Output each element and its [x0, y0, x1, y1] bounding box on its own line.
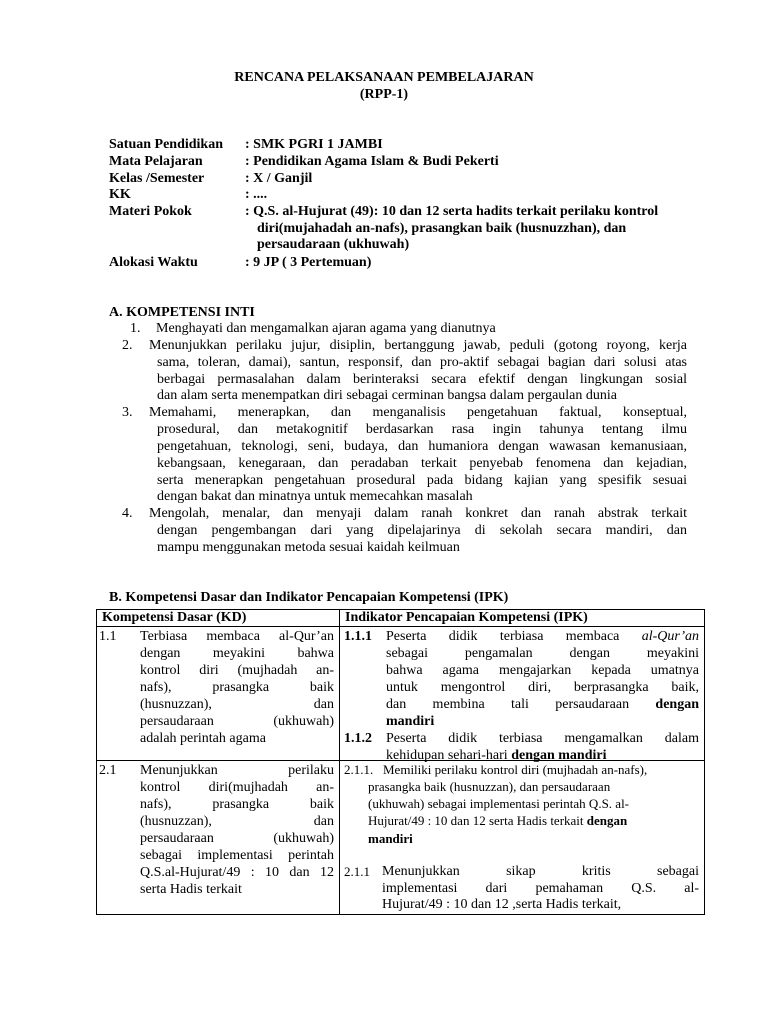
- identity-value-continued: diri(mujahadah an-nafs), prasangkan baik (husnuzzhan), dan: [257, 221, 627, 236]
- ki-line: dengan bakat dan minatnya untuk memecahkan masalah: [157, 489, 473, 504]
- ipk-text-italic: al-Qur’an: [641, 629, 699, 644]
- column-header-ipk: Indikator Pencapaian Kompetensi (IPK): [340, 610, 705, 627]
- ki-number: 2.: [122, 338, 133, 353]
- ki-line: serta menerapkan pengetahuan prosedural pada bidang kajian yang spesifik sesuai: [157, 473, 687, 488]
- identity-label: Materi Pokok: [109, 204, 192, 219]
- kd-number: 2.1: [99, 763, 117, 778]
- ipk-text: dan membina tali persaudaraan: [386, 697, 656, 712]
- table-row: [97, 627, 705, 761]
- ipk-line: untuk mengontrol diri, berprasangka baik,: [386, 680, 699, 695]
- identity-value: : 9 JP ( 3 Pertemuan): [245, 255, 372, 270]
- identity-value: : ....: [245, 187, 268, 202]
- ki-line: kebangsaan, kenegaraan, dan peradaban terkait penyebab fenomena dan kejadian,: [157, 456, 687, 471]
- ipk-line: [386, 629, 699, 645]
- ki-line: Memahami, menerapkan, dan menganalisis pengetahuan faktual, konseptual,: [149, 405, 687, 420]
- kd-line: Menunjukkan perilaku: [140, 763, 334, 778]
- ki-line: Menghayati dan mengamalkan ajaran agama yang dianutnya: [156, 321, 496, 336]
- kd-line: adalah perintah agama: [140, 731, 266, 746]
- kd-line: serta Hadis terkait: [140, 882, 242, 897]
- ipk-number: 1.1.1: [344, 629, 372, 644]
- ipk-number: 2.1.1: [344, 864, 370, 879]
- kd-line: nafs), prasangka baik: [140, 680, 334, 695]
- ipk-line: [368, 813, 627, 829]
- kd-number: 1.1: [99, 629, 117, 644]
- ki-line: Menunjukkan perilaku jujur, disiplin, bertanggung jawab, peduli (gotong royong, kerja: [149, 338, 687, 353]
- ipk-line: Peserta didik terbiasa mengamalkan dalam: [386, 731, 699, 746]
- identity-label: Kelas /Semester: [109, 171, 205, 186]
- identity-value: : Pendidikan Agama Islam & Budi Pekerti: [245, 154, 499, 169]
- kd-line: kontrol diri (mujhadah an-: [140, 663, 334, 678]
- ipk-line: mandiri: [368, 831, 413, 846]
- ipk-line: Memiliki perilaku kontrol diri (mujhadah an-nafs),: [383, 762, 648, 777]
- table-header-row: [97, 610, 705, 627]
- ki-line: berbagai permasalahan dalam berinteraksi secara efektif dengan lingkungan sosial: [157, 372, 687, 387]
- identity-value-continued: persaudaraan (ukhuwah): [257, 237, 410, 252]
- ipk-text-bold: dengan mandiri: [511, 748, 607, 763]
- kd-ipk-table: [96, 609, 705, 915]
- kd-cell: [97, 627, 339, 760]
- ki-number: 4.: [122, 506, 133, 521]
- ki-line: sama, toleran, damai), santun, responsif, dan pro-aktif sebagai bagian dari solusi atas: [157, 355, 687, 370]
- ipk-line: Menunjukkan sikap kritis sebagai: [382, 864, 699, 879]
- ipk-text-bold: dengan: [586, 813, 628, 828]
- ki-line: mampu menggunakan metoda sesuai kaidah keilmuan: [157, 540, 460, 555]
- kd-line: sebagai implementasi perintah: [140, 848, 334, 863]
- identity-label: Satuan Pendidikan: [109, 137, 223, 152]
- ipk-line: [386, 697, 699, 713]
- identity-label: Alokasi Waktu: [109, 255, 198, 270]
- section-b-heading: B. Kompetensi Dasar dan Indikator Pencapaian Kompetensi (IPK): [109, 590, 509, 605]
- ipk-line: mandiri: [386, 714, 435, 729]
- document-title: RENCANA PELAKSANAAN PEMBELAJARAN: [234, 70, 534, 85]
- identity-label: Mata Pelajaran: [109, 154, 203, 169]
- ipk-line: prasangka baik (husnuzzan), dan persaudaraan: [368, 779, 611, 794]
- ipk-line: implementasi dari pemahaman Q.S. al-: [382, 881, 699, 896]
- kd-line: Q.S.al-Hujurat/49 : 10 dan 12: [140, 865, 334, 880]
- kd-line: (husnuzzan), dan: [140, 814, 334, 829]
- kd-line: persaudaraan (ukhuwah): [140, 831, 334, 846]
- ki-line: dan alam serta menempatkan diri sebagai cerminan bangsa dalam pergaulan dunia: [157, 388, 618, 403]
- kd-line: Terbiasa membaca al-Qur’an: [140, 629, 334, 644]
- kd-line: persaudaraan (ukhuwah): [140, 714, 334, 729]
- identity-value: : X / Ganjil: [245, 171, 313, 186]
- ipk-number: 1.1.2: [344, 731, 372, 746]
- ipk-text: Hujurat/49 : 10 dan 12 serta Hadis terkait: [368, 813, 587, 828]
- ipk-number: 2.1.1.: [344, 762, 374, 777]
- kd-line: dengan meyakini bahwa: [140, 646, 334, 661]
- ki-line: prosedural, dan metakognitif berdasarkan rasa ingin tahunya tentang ilmu: [157, 422, 687, 437]
- ki-line: Mengolah, menalar, dan menyaji dalam ranah konkret dan ranah abstrak terkait: [149, 506, 687, 521]
- kd-cell: [97, 761, 339, 914]
- kd-line: (husnuzzan), dan: [140, 697, 334, 712]
- ki-line: dengan pengembangan dari yang dipelajarinya di sekolah secara mandiri, dan: [157, 523, 687, 538]
- ipk-cell: [340, 627, 704, 763]
- ipk-line: Hujurat/49 : 10 dan 12 ,serta Hadis terkait,: [382, 897, 622, 912]
- column-header-kd: Kompetensi Dasar (KD): [97, 610, 340, 627]
- ipk-line: (ukhuwah) sebagai implementasi perintah Q.S. al-: [368, 796, 630, 811]
- ipk-text-bold: dengan: [655, 697, 699, 712]
- document-subtitle: (RPP-1): [359, 87, 409, 102]
- ipk-text: kehidupan sehari-hari: [386, 748, 512, 763]
- ipk-line: sebagai pengamalan dengan meyakini: [386, 646, 699, 661]
- identity-value: : Q.S. al-Hujurat (49): 10 dan 12 serta hadits terkait perilaku kontrol: [245, 204, 659, 219]
- identity-label: KK: [109, 187, 131, 202]
- ipk-text: Peserta didik terbiasa membaca: [386, 629, 642, 644]
- kd-line: kontrol diri(mujhadah an-: [140, 780, 334, 795]
- table-row: [97, 761, 705, 915]
- kd-line: nafs), prasangka baik: [140, 797, 334, 812]
- ki-number: 1.: [130, 321, 141, 336]
- section-a-heading: A. KOMPETENSI INTI: [109, 305, 255, 320]
- identity-value: : SMK PGRI 1 JAMBI: [245, 137, 383, 152]
- ipk-cell: [340, 761, 704, 914]
- ki-number: 3.: [122, 405, 133, 420]
- ki-line: pengetahuan, teknologi, seni, budaya, dan humaniora dengan wawasan kemanusiaan,: [157, 439, 687, 454]
- ipk-line: bahwa agama mengajarkan kepada umatnya: [386, 663, 699, 678]
